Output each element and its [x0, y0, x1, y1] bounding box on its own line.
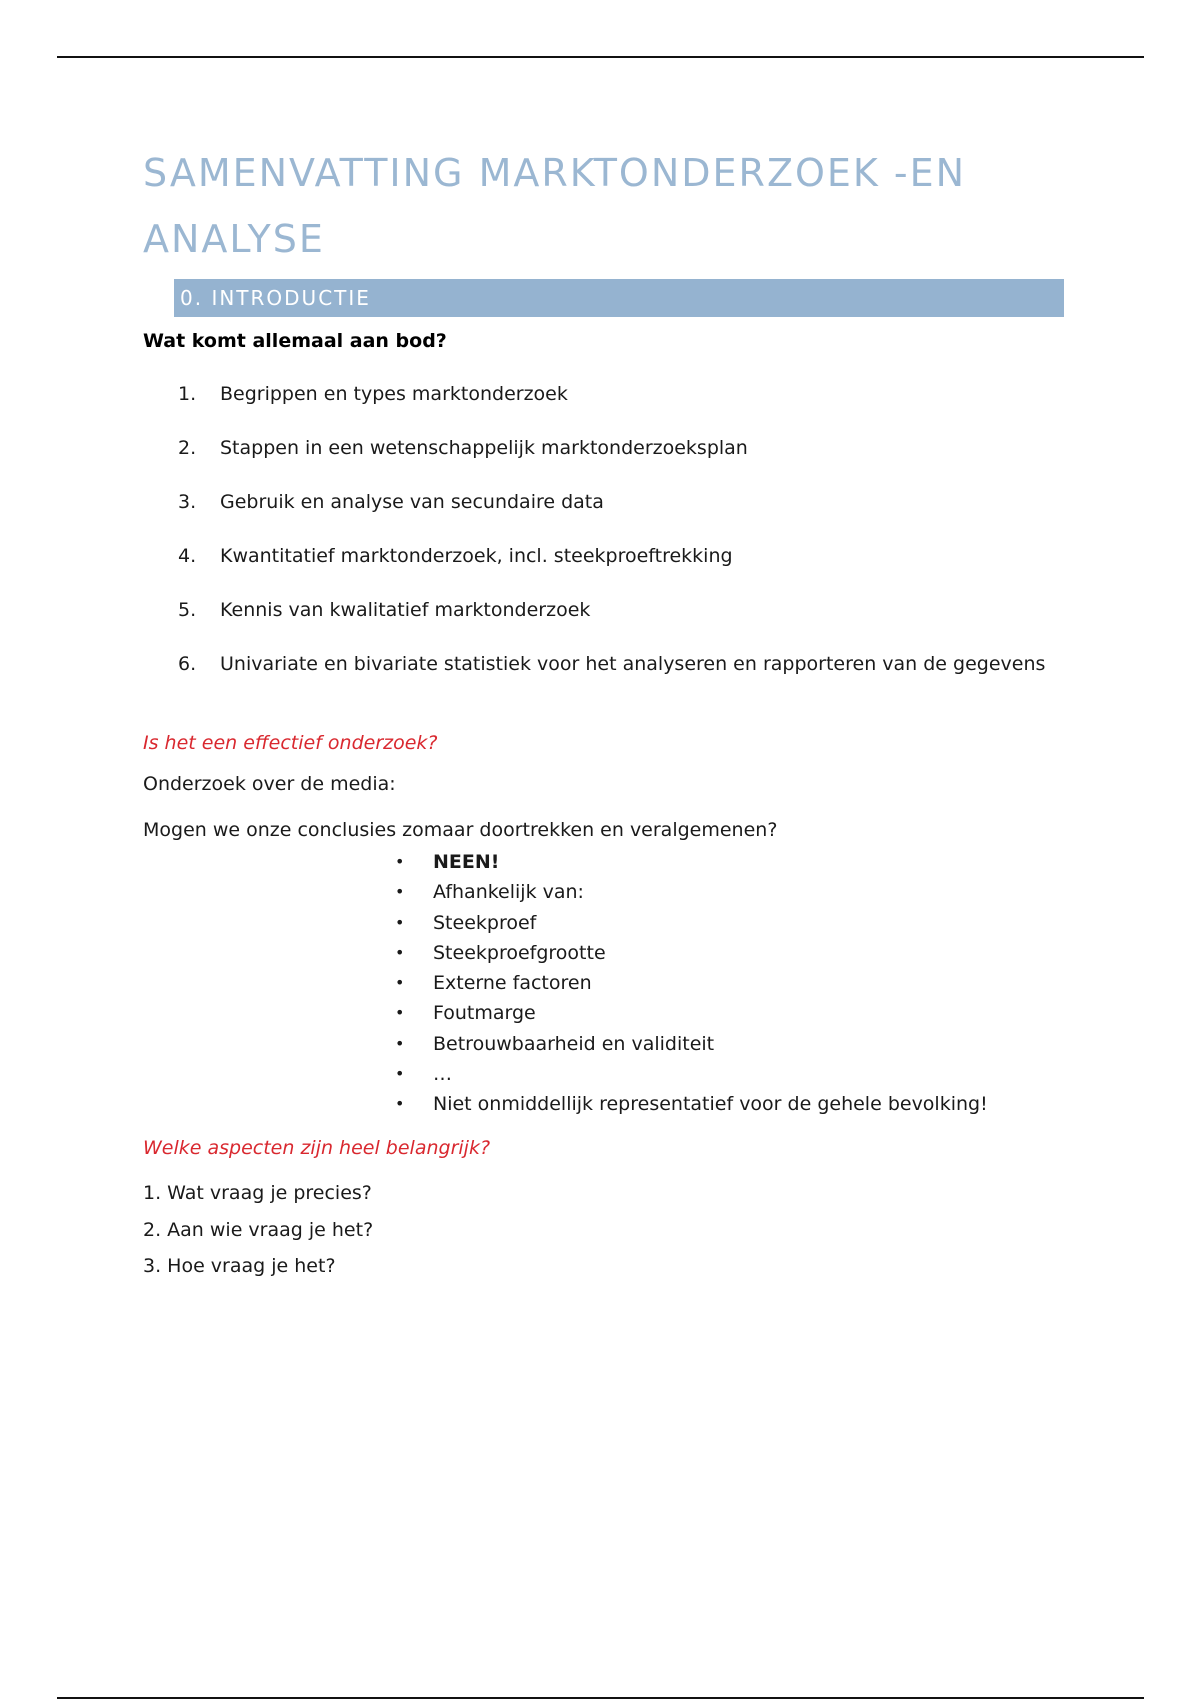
bullet-icon: •	[395, 852, 405, 871]
list-item	[178, 488, 1058, 516]
list-text: Begrippen en types marktonderzoek	[220, 383, 568, 405]
list-number: 1.	[178, 383, 197, 405]
bullet-text: NEEN!	[433, 851, 500, 873]
list-number: 5.	[178, 599, 197, 621]
paragraph-conclusions: Mogen we onze conclusies zomaar doortrekken en veralgemenen?	[143, 819, 778, 841]
bullet-list	[395, 847, 988, 1120]
list-text: Stappen in een wetenschappelijk marktonderzoeksplan	[220, 437, 748, 459]
document-title: SAMENVATTING MARKTONDERZOEK -EN ANALYSE	[143, 151, 967, 261]
list-number: 6.	[178, 653, 197, 675]
aspect-list	[143, 1175, 373, 1285]
bullet-icon: •	[395, 1094, 405, 1114]
list-text: Kwantitatief marktonderzoek, incl. steekproeftrekking	[220, 545, 733, 567]
bullet-icon: •	[395, 973, 405, 993]
list-item: 2. Aan wie vraag je het?	[143, 1218, 374, 1241]
question-important-aspects: Welke aspecten zijn heel belangrijk?	[143, 1137, 491, 1159]
bullet-text: Steekproefgrootte	[433, 941, 606, 964]
top-rule	[57, 56, 1144, 58]
subheading: Wat komt allemaal aan bod?	[143, 330, 447, 352]
bullet-icon: •	[395, 1033, 405, 1053]
list-number: 3.	[178, 491, 197, 513]
bullet-text: Steekproef	[433, 911, 537, 934]
bullet-item	[395, 847, 988, 877]
bullet-text: Foutmarge	[433, 1002, 536, 1025]
paragraph-media: Onderzoek over de media:	[143, 773, 396, 795]
list-number: 4.	[178, 545, 197, 567]
list-item	[178, 650, 1058, 678]
bottom-rule	[57, 1697, 1144, 1699]
bullet-item	[395, 877, 988, 907]
list-text: Gebruik en analyse van secundaire data	[220, 491, 604, 513]
bullet-icon: •	[395, 882, 405, 902]
list-item	[178, 434, 1058, 462]
bullet-text: Externe factoren	[433, 972, 592, 995]
bullet-item	[395, 938, 988, 968]
list-item: 3. Hoe vraag je het?	[143, 1255, 336, 1277]
section-heading: 0. INTRODUCTIE	[174, 279, 1064, 317]
bullet-item	[395, 998, 988, 1028]
topic-list	[178, 380, 1058, 704]
bullet-text: Afhankelijk van:	[433, 881, 584, 904]
bullet-item	[395, 908, 988, 938]
bullet-text: …	[433, 1063, 452, 1086]
list-text: Kennis van kwalitatief marktonderzoek	[220, 599, 591, 621]
list-item: 1. Wat vraag je precies?	[143, 1182, 372, 1204]
list-item	[178, 542, 1058, 570]
list-text: Univariate en bivariate statistiek voor het analyseren en rapporteren van de gegevens	[220, 653, 1046, 675]
bullet-item	[395, 1059, 988, 1089]
bullet-icon: •	[395, 912, 405, 932]
question-effective-research: Is het een effectief onderzoek?	[143, 732, 438, 754]
bullet-text: Betrouwbaarheid en validiteit	[433, 1032, 715, 1055]
bullet-item	[395, 968, 988, 998]
list-item	[178, 380, 1058, 408]
bullet-text: Niet onmiddellijk representatief voor de gehele bevolking!	[433, 1093, 988, 1116]
bullet-item	[395, 1089, 988, 1119]
bullet-icon: •	[395, 1064, 405, 1084]
bullet-icon: •	[395, 1003, 405, 1023]
bullet-item	[395, 1029, 988, 1059]
bullet-icon: •	[395, 942, 405, 962]
list-item	[178, 596, 1058, 624]
list-number: 2.	[178, 437, 197, 459]
